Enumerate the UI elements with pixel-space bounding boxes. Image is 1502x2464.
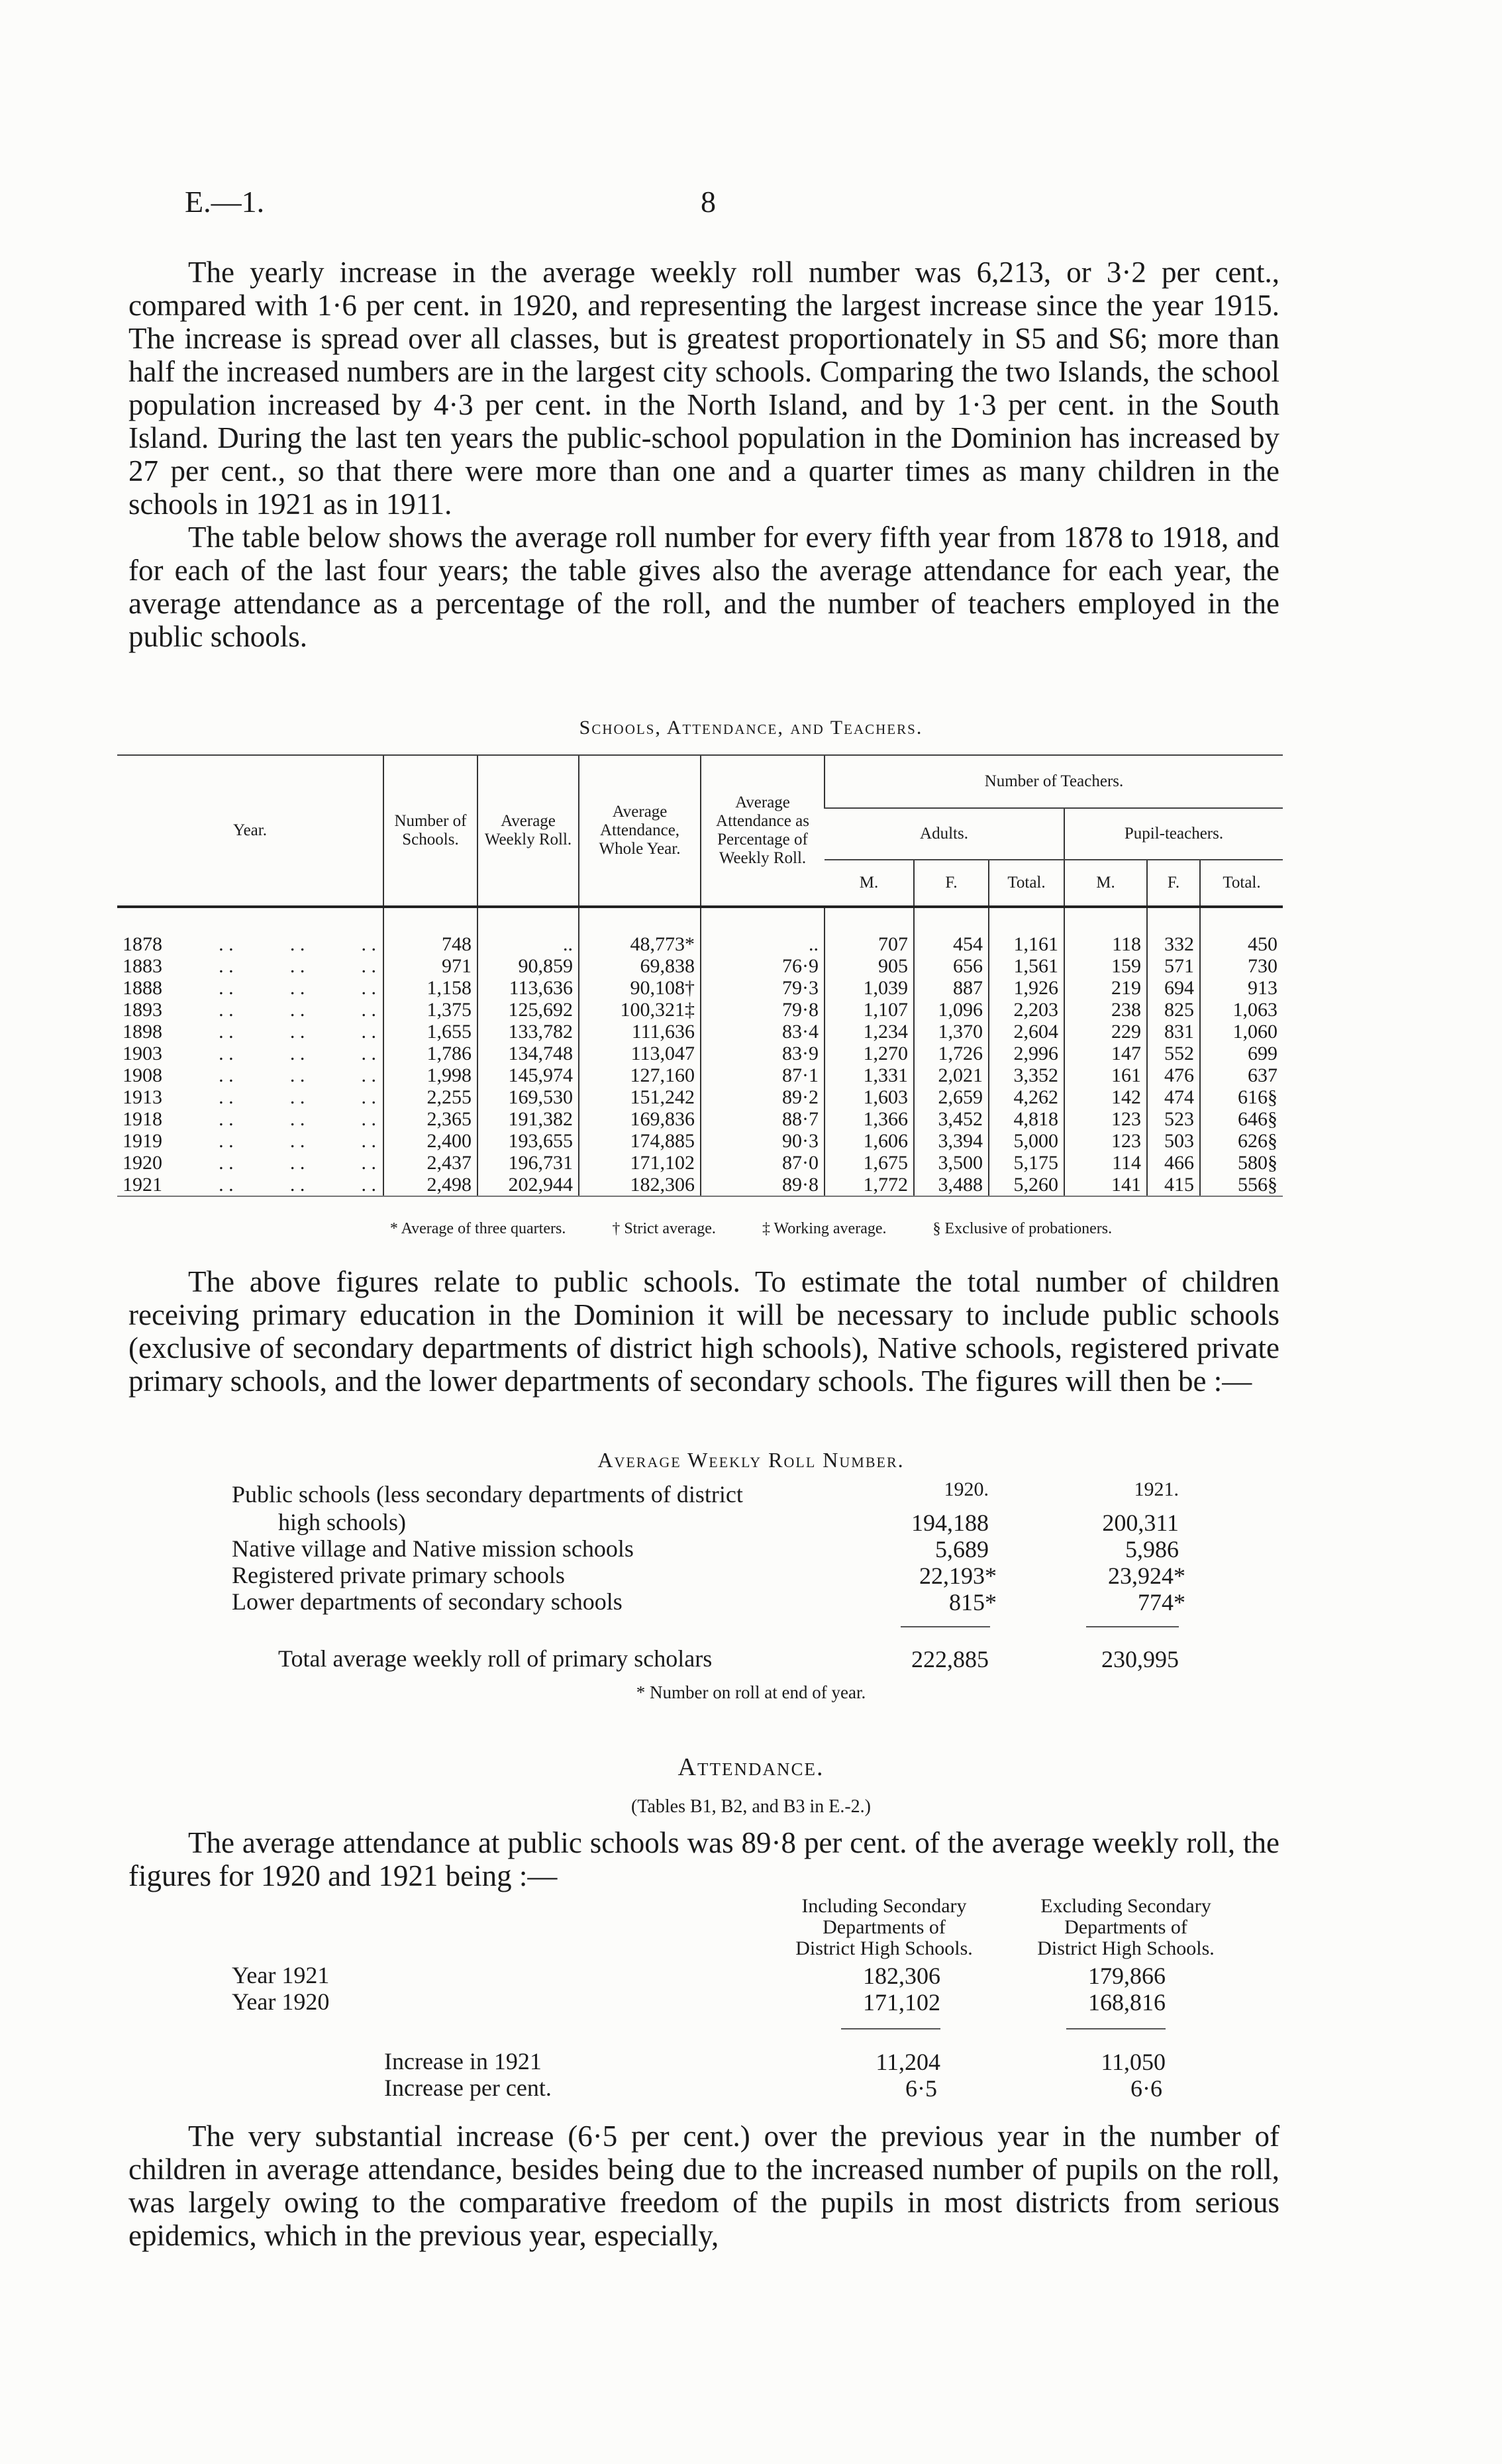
value-cell: 114 [1064, 1152, 1147, 1174]
value-cell: 3,488 [914, 1174, 989, 1196]
paragraph: The yearly increase in the average weekly roll number was 6,213, or 3·2 per cent., compared with 1·6 per cent. in 1920, and representing the largest increase since the year 1915. The increase is spread over all classes, but is greatest proportionately in S5 and S6; more than half the increased numbers are in the largest city schools. Comparing the two Islands, the school population increased by 4·3 per cent. in the North Island, and by 1·3 per cent. in the South Island. During the last ten years the public-school population in the Dominion has increased by 27 per cent., so that there were more than one and a quarter times as many children in the schools in 1921 as in 1911. [128, 256, 1279, 521]
footnote: § Exclusive of probationers. [932, 1220, 1113, 1237]
value-cell: 2,604 [989, 1021, 1064, 1043]
table-row [117, 1152, 1283, 1174]
col-header-adults: Adults. [825, 808, 1064, 860]
value-cell: 125,692 [477, 999, 579, 1021]
value-cell: 474 [1147, 1086, 1200, 1108]
table-row [117, 999, 1283, 1021]
value-cell: 1,726 [914, 1043, 989, 1064]
year-label: 1878 [123, 933, 162, 955]
value-cell: 161 [1064, 1064, 1147, 1086]
row-label: Year 1921 [232, 1962, 330, 1988]
value-cell: 707 [825, 907, 914, 955]
table-title: Schools, Attendance, and Teachers. [579, 717, 923, 739]
value-cell: 5,000 [989, 1130, 1064, 1152]
table-row [117, 955, 1283, 977]
year-label: 1913 [123, 1086, 162, 1108]
value-cell: 748 [383, 907, 477, 955]
year-cell: 1921 . . . . . . [117, 1174, 383, 1196]
value-cell: 580§ [1200, 1152, 1283, 1174]
value-cell: 171,102 [579, 1152, 701, 1174]
sum-rule [841, 2028, 940, 2029]
year-label: 1919 [123, 1130, 162, 1152]
value-cell: 1,655 [383, 1021, 477, 1043]
row-label: Public schools (less secondary departments of district [232, 1481, 743, 1508]
col-header-year: Year. [117, 755, 383, 907]
footnote: † Strict average. [612, 1220, 716, 1237]
value: 11,204 [876, 2049, 940, 2075]
value-cell: 332 [1147, 907, 1200, 955]
total-value: 222,885 [911, 1646, 989, 1672]
value: 5,689 [935, 1536, 989, 1563]
value-cell: 556§ [1200, 1174, 1283, 1196]
row-label: Increase per cent. [384, 2075, 552, 2101]
value-cell: 616§ [1200, 1086, 1283, 1108]
row-label: high schools) [278, 1509, 406, 1535]
value-cell: 1,366 [825, 1108, 914, 1130]
year-cell: 1920 . . . . . . [123, 1152, 376, 1174]
table-row [117, 1130, 1283, 1152]
table-row [117, 1043, 1283, 1064]
value-cell: 1,331 [825, 1064, 914, 1086]
value-cell: 145,974 [477, 1064, 579, 1086]
year-label: 1888 [123, 977, 162, 999]
value-cell: 2,437 [383, 1152, 477, 1174]
value-cell: 1,772 [825, 1174, 914, 1196]
value-cell: .. [701, 907, 825, 955]
col-excluding [1007, 1896, 1245, 1959]
year-cell: 1903 . . . . . . [123, 1043, 376, 1064]
roll-footnote: * Number on roll at end of year. [636, 1682, 866, 1702]
value-cell: 1,158 [383, 977, 477, 999]
year-label: 1883 [123, 955, 162, 977]
value-cell: 450 [1200, 907, 1283, 955]
sum-rule [901, 1626, 990, 1627]
roll-table-title: Average Weekly Roll Number. [597, 1448, 905, 1472]
value-cell: 193,655 [477, 1130, 579, 1152]
value-cell: 89·8 [701, 1174, 825, 1196]
paragraph: The table below shows the average roll number for every fifth year from 1878 to 1918, and for each of the last four years; the table gives also the average attendance for each year, the average attendance as a percentage of the roll, and the number of teachers employed in the public schools. [128, 521, 1279, 653]
value-cell: 174,885 [579, 1130, 701, 1152]
year-cell: 1893 . . . . . . [123, 999, 376, 1021]
value-cell: 141 [1064, 1174, 1147, 1196]
table-row [117, 977, 1283, 999]
year-label: 1918 [123, 1108, 162, 1130]
year-cell: 1919 . . . . . . [123, 1130, 376, 1152]
value-cell: 1,234 [825, 1021, 914, 1043]
primary-education-text [128, 1265, 1279, 1398]
value-cell: 111,636 [579, 1021, 701, 1043]
col-header-attendance: Average Attendance, Whole Year. [579, 755, 701, 907]
year-cell: 1898 . . . . . . [123, 1021, 376, 1043]
col-header-roll: Average Weekly Roll. [477, 755, 579, 907]
value-cell: 1,063 [1200, 999, 1283, 1021]
value: 5,986 [1125, 1536, 1179, 1563]
value-cell: 79·8 [701, 999, 825, 1021]
total-value: 230,995 [1101, 1646, 1179, 1672]
table-row [117, 1021, 1283, 1043]
value-cell: 905 [825, 955, 914, 977]
year-label: 1903 [123, 1043, 162, 1064]
paragraph: The average attendance at public schools was 89·8 per cent. of the average weekly roll, the figures for 1920 and 1921 being :— [128, 1826, 1279, 1892]
value-cell: .. [477, 907, 579, 955]
value-cell: 2,498 [383, 1174, 477, 1196]
row-label: Native village and Native mission schools [232, 1535, 634, 1562]
value-cell: 88·7 [701, 1108, 825, 1130]
value-cell: 1,096 [914, 999, 989, 1021]
value-cell: 1,561 [989, 955, 1064, 977]
value-cell: 1,926 [989, 977, 1064, 999]
row-label: Year 1920 [232, 1988, 330, 2015]
intro-text [128, 256, 1279, 653]
value-cell: 87·1 [701, 1064, 825, 1086]
value-cell: 123 [1064, 1108, 1147, 1130]
col-header-pupil-teachers: Pupil-teachers. [1064, 808, 1283, 860]
value: 6·5 [905, 2075, 937, 2102]
paragraph: The above figures relate to public schools. To estimate the total number of children receiving primary education in the Dominion it will be necessary to include public schools (exclusive of secondary departments of district high schools), Native schools, registered private primary schools, and the lower departments of secondary schools. The figures will then be :— [128, 1265, 1279, 1398]
value-cell: 238 [1064, 999, 1147, 1021]
value-cell: 90,859 [477, 955, 579, 977]
footnote: ‡ Working average. [762, 1220, 887, 1237]
value-cell: 196,731 [477, 1152, 579, 1174]
row-label: Increase in 1921 [384, 2048, 542, 2075]
value-cell: 1,107 [825, 999, 914, 1021]
value-cell: 503 [1147, 1130, 1200, 1152]
value-cell: 1,039 [825, 977, 914, 999]
table-row [117, 1086, 1283, 1108]
value-cell: 1,370 [914, 1021, 989, 1043]
value-cell: 100,321‡ [579, 999, 701, 1021]
value-cell: 699 [1200, 1043, 1283, 1064]
col-line: Departments of [823, 1916, 946, 1938]
value-cell: 466 [1147, 1152, 1200, 1174]
year-label: 1893 [123, 999, 162, 1021]
year-label: 1908 [123, 1064, 162, 1086]
value-cell: 476 [1147, 1064, 1200, 1086]
value-cell: 151,242 [579, 1086, 701, 1108]
col-line: District High Schools. [795, 1937, 973, 1959]
value-cell: 147 [1064, 1043, 1147, 1064]
col-1920: 1920. [944, 1478, 989, 1500]
value-cell: 3,352 [989, 1064, 1064, 1086]
value-cell: 1,603 [825, 1086, 914, 1108]
col-header-teachers: Number of Teachers. [825, 755, 1283, 808]
value-cell: 5,175 [989, 1152, 1064, 1174]
value-cell: 2,255 [383, 1086, 477, 1108]
value-cell: 118 [1064, 907, 1147, 955]
year-label: 1898 [123, 1021, 162, 1043]
page-number: 8 [701, 185, 716, 219]
schools-attendance-teachers-table [117, 754, 1283, 1197]
value-cell: 169,836 [579, 1108, 701, 1130]
value: 168,816 [1088, 1989, 1166, 2016]
col-1921: 1921. [1134, 1478, 1179, 1500]
col-line: Excluding Secondary [1040, 1895, 1211, 1917]
value-cell: 825 [1147, 999, 1200, 1021]
value-cell: 79·3 [701, 977, 825, 999]
value-cell: 971 [383, 955, 477, 977]
value-cell: 1,998 [383, 1064, 477, 1086]
value-cell: 87·0 [701, 1152, 825, 1174]
value-cell: 4,818 [989, 1108, 1064, 1130]
value: 6·6 [1130, 2075, 1162, 2102]
value-cell: 2,365 [383, 1108, 477, 1130]
row-label: Registered private primary schools [232, 1562, 565, 1588]
value: 179,866 [1088, 1963, 1166, 1989]
value-cell: 113,636 [477, 977, 579, 999]
final-text [128, 2120, 1279, 2252]
footnote: * Average of three quarters. [389, 1220, 566, 1237]
table-row [117, 1108, 1283, 1130]
value-cell: 90·3 [701, 1130, 825, 1152]
attendance-heading: Attendance. [677, 1753, 825, 1781]
year-cell: 1913 . . . . . . [123, 1086, 376, 1108]
value-cell: 3,452 [914, 1108, 989, 1130]
col-header-adults-total: Total. [989, 860, 1064, 907]
value: 23,924* [1108, 1563, 1185, 1589]
value-cell: 2,021 [914, 1064, 989, 1086]
value-cell: 127,160 [579, 1064, 701, 1086]
value-cell: 626§ [1200, 1130, 1283, 1152]
paragraph: The very substantial increase (6·5 per cent.) over the previous year in the number of children in average attendance, besides being due to the increased number of pupils on the roll, was largely owing to the comparative freedom of the pupils in most districts from serious epidemics, which in the previous year, especially, [128, 2120, 1279, 2252]
value-cell: 202,944 [477, 1174, 579, 1196]
sum-rule [1066, 2028, 1166, 2029]
value-cell: 48,773* [579, 907, 701, 955]
col-including [762, 1896, 1007, 1959]
value-cell: 1,675 [825, 1152, 914, 1174]
value-cell: 113,047 [579, 1043, 701, 1064]
value-cell: 3,394 [914, 1130, 989, 1152]
value: 22,193* [919, 1563, 997, 1589]
year-cell: 1878 . . . . . . [123, 933, 376, 955]
value-cell: 89·2 [701, 1086, 825, 1108]
value-cell: 2,659 [914, 1086, 989, 1108]
value-cell: 646§ [1200, 1108, 1283, 1130]
value-cell: 1,606 [825, 1130, 914, 1152]
value-cell: 1,786 [383, 1043, 477, 1064]
col-header-pupil-total: Total. [1200, 860, 1283, 907]
value-cell: 134,748 [477, 1043, 579, 1064]
year-cell: 1918 . . . . . . [123, 1108, 376, 1130]
value: 774* [1138, 1589, 1185, 1616]
value-cell: 1,270 [825, 1043, 914, 1064]
value-cell: 69,838 [579, 955, 701, 977]
col-line: District High Schools. [1037, 1937, 1215, 1959]
attendance-text [128, 1826, 1279, 1892]
col-header-pupil-m: M. [1064, 860, 1147, 907]
row-label: Lower departments of secondary schools [232, 1588, 623, 1615]
value-cell: 2,400 [383, 1130, 477, 1152]
value-cell: 637 [1200, 1064, 1283, 1086]
col-header-adults-m: M. [825, 860, 914, 907]
year-cell: 1883 . . . . . . [123, 955, 376, 977]
value-cell: 656 [914, 955, 989, 977]
value-cell: 2,996 [989, 1043, 1064, 1064]
year-label: 1920 [123, 1152, 162, 1174]
value-cell: 1,060 [1200, 1021, 1283, 1043]
value: 182,306 [863, 1963, 940, 1989]
value-cell: 2,203 [989, 999, 1064, 1021]
attendance-subtitle: (Tables B1, B2, and B3 in E.-2.) [631, 1796, 871, 1817]
value-cell: 191,382 [477, 1108, 579, 1130]
value: 11,050 [1101, 2049, 1166, 2075]
col-header-adults-f: F. [914, 860, 989, 907]
value-cell: 913 [1200, 977, 1283, 999]
document-reference: E.—1. [185, 185, 265, 219]
value: 200,311 [1102, 1510, 1179, 1536]
value-cell: 142 [1064, 1086, 1147, 1108]
value-cell: 5,260 [989, 1174, 1064, 1196]
value: 194,188 [911, 1510, 989, 1536]
col-line: Including Secondary [801, 1895, 967, 1917]
value-cell: 83·4 [701, 1021, 825, 1043]
value-cell: 571 [1147, 955, 1200, 977]
value-cell: 133,782 [477, 1021, 579, 1043]
value: 171,102 [863, 1989, 940, 2016]
value-cell: 694 [1147, 977, 1200, 999]
value-cell: 76·9 [701, 955, 825, 977]
value-cell: 159 [1064, 955, 1147, 977]
table-row [117, 1174, 1283, 1196]
value-cell: 4,262 [989, 1086, 1064, 1108]
value-cell: 1,161 [989, 907, 1064, 955]
value-cell: 219 [1064, 977, 1147, 999]
value-cell: 83·9 [701, 1043, 825, 1064]
year-cell: 1888 . . . . . . [123, 977, 376, 999]
value-cell: 182,306 [579, 1174, 701, 1196]
table-footnotes [0, 1220, 1502, 1238]
col-header-schools: Number of Schools. [383, 755, 477, 907]
value-cell: 169,530 [477, 1086, 579, 1108]
col-header-percent: Average Attendance as Percentage of Weekly Roll. [701, 755, 825, 907]
value-cell: 1,375 [383, 999, 477, 1021]
value-cell: 887 [914, 977, 989, 999]
value-cell: 90,108† [579, 977, 701, 999]
col-line: Departments of [1064, 1916, 1187, 1938]
value-cell: 454 [914, 907, 989, 955]
value-cell: 730 [1200, 955, 1283, 977]
table-row [117, 907, 1283, 955]
value: 815* [949, 1589, 997, 1616]
year-cell: 1908 . . . . . . [123, 1064, 376, 1086]
table-row [117, 1064, 1283, 1086]
value-cell: 123 [1064, 1130, 1147, 1152]
col-header-pupil-f: F. [1147, 860, 1200, 907]
value-cell: 552 [1147, 1043, 1200, 1064]
value-cell: 3,500 [914, 1152, 989, 1174]
value-cell: 229 [1064, 1021, 1147, 1043]
value-cell: 831 [1147, 1021, 1200, 1043]
value-cell: 415 [1147, 1174, 1200, 1196]
sum-rule [1086, 1626, 1179, 1627]
total-label: Total average weekly roll of primary scholars [278, 1645, 713, 1672]
year-label: 1921 [123, 1174, 162, 1196]
value-cell: 523 [1147, 1108, 1200, 1130]
